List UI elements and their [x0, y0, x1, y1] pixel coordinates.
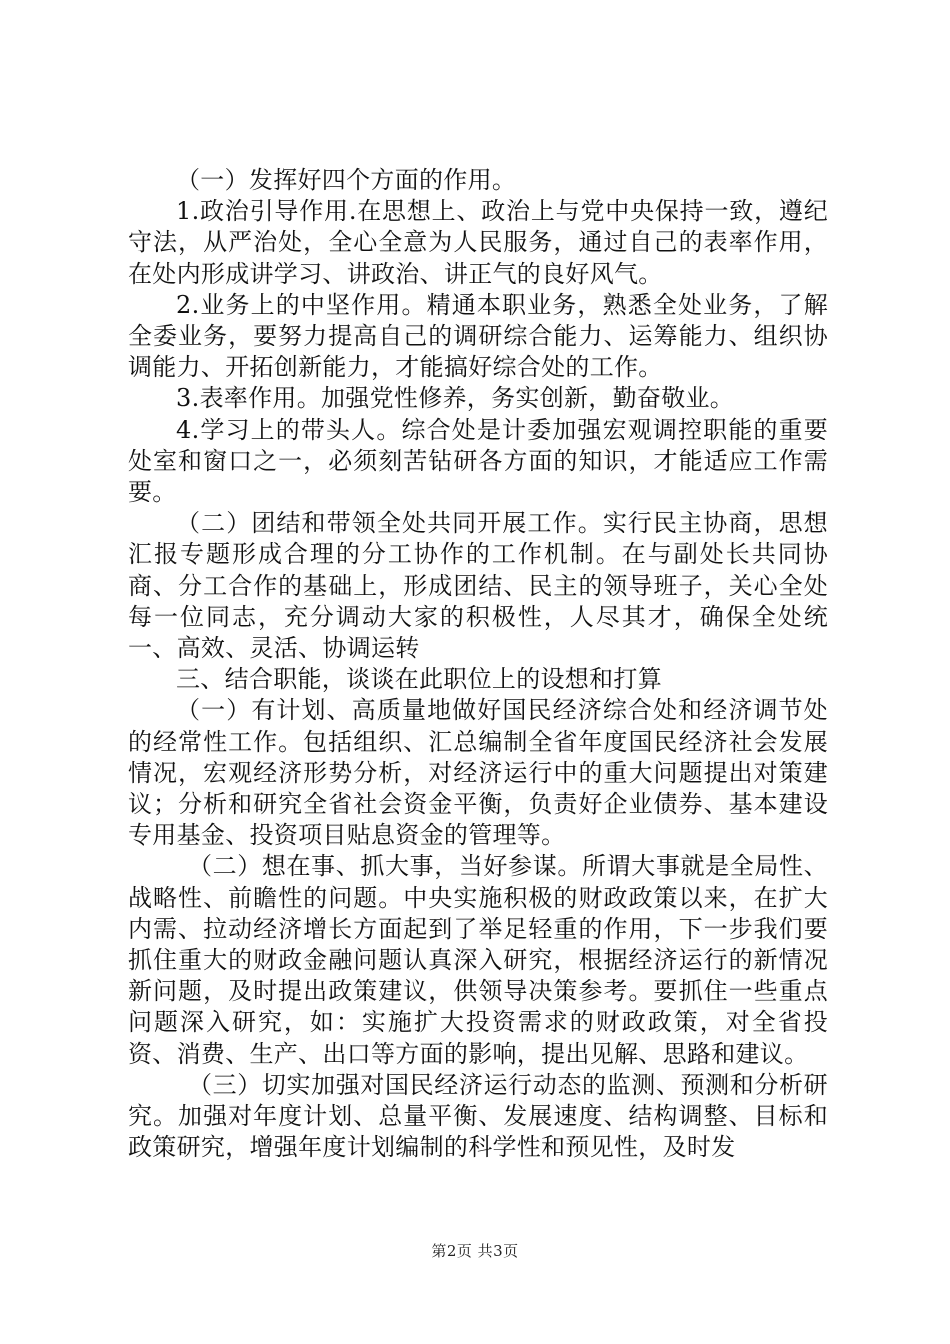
- paragraph-business-backbone: 2.业务上的中坚作用。精通本职业务，熟悉全处业务，了解全委业务，要努力提高自己的调研综合能力、运筹能力、组织协调能力、开拓创新能力，才能搞好综合处的工作。: [128, 290, 828, 382]
- paragraph-section-1-heading: （一）发挥好四个方面的作用。: [176, 166, 517, 194]
- paragraph-political-guidance: 1.政治引导作用.在思想上、政治上与党中央保持一致，遵纪守法，从严治处，全心全意为人民服务，通过自己的表率作用，在处内形成讲学习、讲政治、讲正气的良好风气。: [128, 197, 828, 288]
- paragraph-section-2-teamwork: （二）团结和带领全处共同开展工作。实行民主协商，思想汇报专题形成合理的分工协作的工作机制。在与副处长共同协商、分工合作的基础上，形成团结、民主的领导班子，关心全处每一位同志，充分调动大家的积极性，人尽其才，确保全处统一、高效、灵活、协调运转: [128, 509, 828, 663]
- paragraph-exemplary-role: 3.表率作用。加强党性修养，务实创新，勤奋敬业。: [176, 384, 735, 413]
- page-footer: 第2页 共3页: [431, 1242, 519, 1260]
- document-body: [128, 165, 828, 1164]
- paragraph-plan-monitoring: （三）切实加强对国民经济运行动态的监测、预测和分析研究。加强对年度计划、总量平衡、发展速度、结构调整、目标和政策研究，增强年度计划编制的科学性和预见性，及时发: [128, 1070, 828, 1162]
- paragraph-learning-leader: 4.学习上的带头人。综合处是计委加强宏观调控职能的重要处室和窗口之一，必须刻苦钻研各方面的知识，才能适应工作需要。: [128, 415, 828, 507]
- paragraph-plan-major-issues: （二）想在事、抓大事，当好参谋。所谓大事就是全局性、战略性、前瞻性的问题。中央实施积极的财政政策以来，在扩大内需、拉动经济增长方面起到了举足轻重的作用，下一步我们要抓住重大的财政金融问题认真深入研究，根据经济运行的新情况新问题，及时提出政策建议，供领导决策参考。要抓住一些重点问题深入研究，如：实施扩大投资需求的财政政策，对全省投资、消费、生产、出口等方面的影响，提出见解、思路和建议。: [128, 852, 828, 1068]
- paragraph-plan-regular-work: （一）有计划、高质量地做好国民经济综合处和经济调节处的经常性工作。包括组织、汇总编制全省年度国民经济社会发展情况，宏观经济形势分析，对经济运行中的重大问题提出对策建议；分析和研究全省社会资金平衡，负责好企业债券、基本建设专用基金、投资项目贴息资金的管理等。: [128, 696, 828, 850]
- paragraph-part-3-heading: 三、结合职能，谈谈在此职位上的设想和打算: [176, 665, 662, 694]
